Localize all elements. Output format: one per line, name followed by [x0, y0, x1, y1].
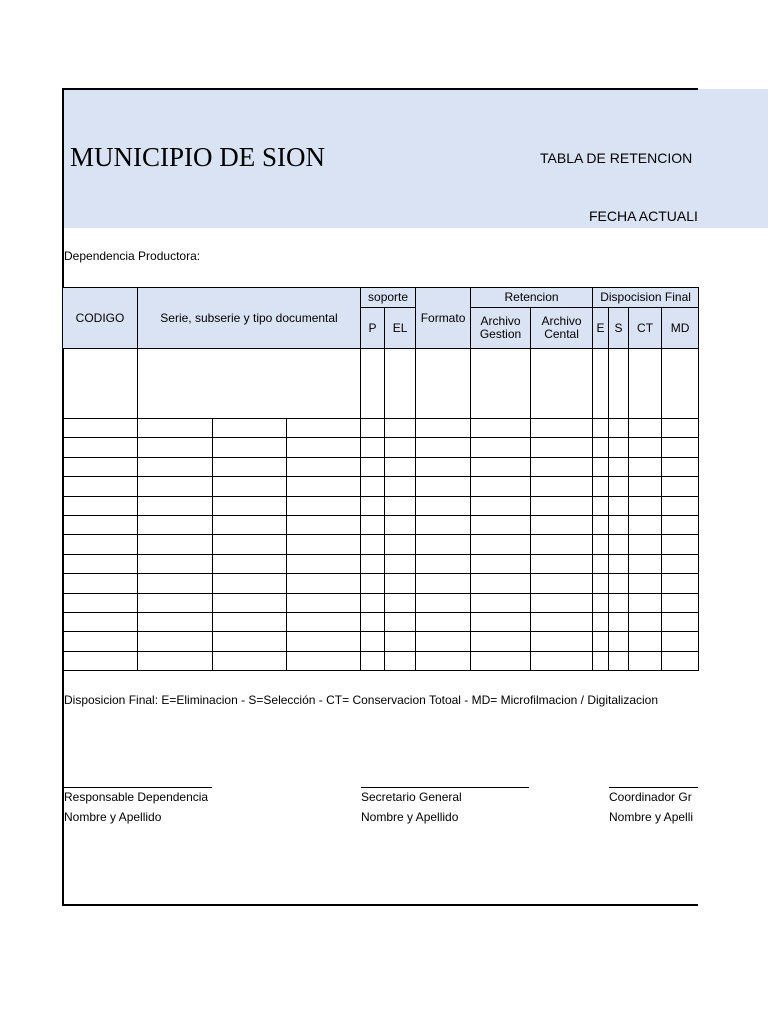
header-s: S — [609, 308, 629, 349]
header-group-retencion: Retencion — [471, 288, 593, 308]
table-cell[interactable] — [213, 477, 287, 496]
table-cell[interactable] — [287, 612, 361, 631]
table-cell[interactable] — [287, 496, 361, 515]
table-cell[interactable] — [471, 554, 531, 573]
table-cell[interactable] — [213, 554, 287, 573]
table-cell[interactable] — [593, 457, 609, 476]
signature-line-2 — [361, 787, 529, 788]
dependencia-label: Dependencia Productora: — [64, 249, 201, 263]
table-row — [63, 457, 699, 476]
header-p: P — [361, 308, 385, 349]
table-cell[interactable] — [63, 477, 138, 496]
table-cell[interactable] — [63, 612, 138, 631]
header-codigo: CODIGO — [63, 288, 138, 349]
table-cell[interactable] — [593, 593, 609, 612]
table-cell[interactable] — [629, 457, 662, 476]
table-cell[interactable] — [138, 632, 213, 651]
table-cell[interactable] — [416, 419, 471, 438]
table-cell[interactable] — [385, 419, 416, 438]
table-cell[interactable] — [63, 515, 138, 534]
header-archivo-central: Archivo Cental — [531, 308, 593, 349]
table-cell[interactable] — [662, 438, 699, 457]
table-cell[interactable] — [593, 477, 609, 496]
table-row — [63, 593, 699, 612]
table-cell[interactable] — [662, 515, 699, 534]
table-row — [63, 496, 699, 515]
table-row — [63, 554, 699, 573]
frame-top-border — [62, 88, 698, 90]
table-cell[interactable] — [662, 574, 699, 593]
table-cell[interactable] — [361, 419, 385, 438]
table-cell[interactable] — [629, 496, 662, 515]
table-cell[interactable] — [531, 651, 593, 670]
table-cell[interactable] — [287, 554, 361, 573]
table-cell[interactable] — [662, 651, 699, 670]
table-cell[interactable] — [416, 632, 471, 651]
table-cell[interactable] — [531, 457, 593, 476]
document-subtitle: TABLA DE RETENCION — [540, 150, 693, 166]
table-row — [63, 651, 699, 670]
table-cell[interactable] — [63, 457, 138, 476]
table-cell[interactable] — [213, 651, 287, 670]
table-cell[interactable] — [662, 535, 699, 554]
table-cell[interactable] — [213, 438, 287, 457]
signature-role-3: Coordinador Gr — [609, 790, 692, 804]
table-cell[interactable] — [531, 632, 593, 651]
table-cell[interactable] — [629, 574, 662, 593]
table-cell[interactable] — [531, 554, 593, 573]
table-cell[interactable] — [471, 419, 531, 438]
table-row — [63, 349, 699, 419]
table-cell[interactable] — [609, 612, 629, 631]
table-cell[interactable] — [609, 574, 629, 593]
table-cell[interactable] — [213, 457, 287, 476]
table-cell[interactable] — [593, 515, 609, 534]
date-label: FECHA ACTUALI — [589, 208, 698, 224]
table-cell[interactable] — [385, 496, 416, 515]
table-cell[interactable] — [416, 477, 471, 496]
signature-role-1: Responsable Dependencia — [64, 790, 209, 804]
table-cell[interactable] — [63, 535, 138, 554]
table-cell[interactable] — [287, 419, 361, 438]
table-cell[interactable] — [629, 612, 662, 631]
table-cell[interactable] — [471, 651, 531, 670]
header-group-disposicion: Dispocision Final — [593, 288, 699, 308]
table-cell[interactable] — [213, 632, 287, 651]
table-cell[interactable] — [416, 651, 471, 670]
table-row — [63, 632, 699, 651]
table-cell[interactable] — [593, 651, 609, 670]
table-cell[interactable] — [662, 554, 699, 573]
table-cell[interactable] — [361, 477, 385, 496]
signature-line-1 — [64, 787, 212, 788]
table-cell[interactable] — [416, 515, 471, 534]
table-cell[interactable] — [609, 496, 629, 515]
table-cell[interactable] — [629, 593, 662, 612]
table-cell[interactable] — [138, 515, 213, 534]
table-cell[interactable] — [138, 419, 213, 438]
header-ct: CT — [629, 308, 662, 349]
table-cell[interactable] — [471, 612, 531, 631]
table-cell[interactable] — [213, 612, 287, 631]
table-cell[interactable] — [138, 593, 213, 612]
signature-name-2: Nombre y Apellido — [361, 810, 459, 824]
table-cell[interactable] — [138, 612, 213, 631]
table-cell[interactable] — [471, 457, 531, 476]
table-cell[interactable] — [385, 612, 416, 631]
table-cell[interactable] — [385, 593, 416, 612]
table-cell[interactable] — [629, 438, 662, 457]
table-cell[interactable] — [662, 632, 699, 651]
table-cell[interactable] — [416, 574, 471, 593]
table-cell[interactable] — [629, 651, 662, 670]
table-cell[interactable] — [471, 477, 531, 496]
table-row — [63, 419, 699, 438]
table-cell[interactable] — [287, 574, 361, 593]
signature-name-1: Nombre y Apellido — [64, 810, 162, 824]
table-cell[interactable] — [138, 574, 213, 593]
table-cell[interactable] — [593, 612, 609, 631]
table-row — [63, 515, 699, 534]
header-el: EL — [385, 308, 416, 349]
table-cell[interactable] — [287, 593, 361, 612]
table-cell[interactable] — [361, 612, 385, 631]
table-cell[interactable] — [609, 419, 629, 438]
table-cell[interactable] — [213, 574, 287, 593]
signature-name-3: Nombre y Apelli — [609, 810, 694, 824]
table-cell[interactable] — [361, 651, 385, 670]
table-cell[interactable] — [416, 554, 471, 573]
table-cell[interactable] — [531, 612, 593, 631]
table-cell[interactable] — [385, 477, 416, 496]
table-row — [63, 438, 699, 457]
table-cell[interactable] — [138, 438, 213, 457]
table-cell[interactable] — [629, 477, 662, 496]
table-cell[interactable] — [361, 438, 385, 457]
table-cell[interactable] — [361, 632, 385, 651]
table-cell[interactable] — [471, 593, 531, 612]
table-cell[interactable] — [63, 419, 138, 438]
retention-table — [62, 287, 699, 671]
page-title: MUNICIPIO DE SION — [70, 142, 325, 172]
table-cell[interactable] — [361, 535, 385, 554]
table-cell[interactable] — [471, 632, 531, 651]
table-cell[interactable] — [361, 515, 385, 534]
signature-role-2: Secretario General — [361, 790, 462, 804]
table-cell[interactable] — [63, 554, 138, 573]
table-cell[interactable] — [531, 515, 593, 534]
table-cell[interactable] — [593, 574, 609, 593]
table-cell[interactable] — [471, 496, 531, 515]
table-cell[interactable] — [416, 593, 471, 612]
table-cell[interactable] — [662, 496, 699, 515]
header-e: E — [593, 308, 609, 349]
table-cell[interactable] — [385, 651, 416, 670]
table-cell[interactable] — [385, 457, 416, 476]
header-group-soporte: soporte — [361, 288, 416, 308]
table-cell[interactable] — [63, 574, 138, 593]
table-cell[interactable] — [609, 477, 629, 496]
table-cell[interactable] — [531, 574, 593, 593]
table-cell[interactable] — [629, 554, 662, 573]
table-cell[interactable] — [213, 515, 287, 534]
table-cell[interactable] — [63, 496, 138, 515]
table-cell[interactable] — [138, 535, 213, 554]
table-row — [63, 612, 699, 631]
table-cell[interactable] — [213, 419, 287, 438]
table-cell[interactable] — [385, 554, 416, 573]
table-cell[interactable] — [593, 535, 609, 554]
table-cell[interactable] — [471, 574, 531, 593]
table-cell[interactable] — [593, 554, 609, 573]
table-cell[interactable] — [416, 457, 471, 476]
table-cell[interactable] — [361, 554, 385, 573]
table-cell[interactable] — [609, 554, 629, 573]
table-cell[interactable] — [63, 438, 138, 457]
table-cell[interactable] — [213, 535, 287, 554]
table-row — [63, 574, 699, 593]
header-formato: Formato — [416, 288, 471, 349]
signature-line-3 — [609, 787, 698, 788]
table-cell[interactable] — [138, 477, 213, 496]
table-cell[interactable] — [385, 632, 416, 651]
table-cell[interactable] — [662, 419, 699, 438]
table-cell[interactable] — [138, 457, 213, 476]
table-cell[interactable] — [287, 477, 361, 496]
table-cell[interactable] — [609, 535, 629, 554]
table-cell[interactable] — [63, 632, 138, 651]
table-cell[interactable] — [531, 496, 593, 515]
table-row — [63, 477, 699, 496]
table-cell[interactable] — [361, 593, 385, 612]
table-cell[interactable] — [531, 438, 593, 457]
header-serie: Serie, subserie y tipo documental — [138, 288, 361, 349]
table-cell[interactable] — [531, 535, 593, 554]
table-cell[interactable] — [385, 535, 416, 554]
table-body — [63, 419, 699, 671]
table-cell[interactable] — [138, 554, 213, 573]
table-cell[interactable] — [609, 438, 629, 457]
table-cell[interactable] — [593, 438, 609, 457]
table-cell[interactable] — [385, 574, 416, 593]
table-cell[interactable] — [593, 496, 609, 515]
header-archivo-gestion: Archivo Gestion — [471, 308, 531, 349]
table-cell[interactable] — [629, 535, 662, 554]
table-cell[interactable] — [287, 457, 361, 476]
table-cell[interactable] — [662, 593, 699, 612]
table-cell[interactable] — [629, 632, 662, 651]
table-cell[interactable] — [531, 419, 593, 438]
frame-bottom-border — [62, 904, 698, 906]
table-cell[interactable] — [213, 496, 287, 515]
header-md: MD — [662, 308, 699, 349]
table-cell[interactable] — [63, 593, 138, 612]
table-cell[interactable] — [593, 419, 609, 438]
table-cell[interactable] — [361, 496, 385, 515]
table-cell[interactable] — [361, 457, 385, 476]
table-cell[interactable] — [609, 632, 629, 651]
table-cell[interactable] — [471, 515, 531, 534]
table-cell[interactable] — [385, 438, 416, 457]
table-cell[interactable] — [531, 593, 593, 612]
table-cell[interactable] — [531, 477, 593, 496]
legend-text: Disposicion Final: E=Eliminacion - S=Selección - CT= Conservacion Totoal - MD= Microfilmacion / Digitalizacion — [64, 693, 659, 707]
table-cell[interactable] — [609, 457, 629, 476]
table-cell[interactable] — [63, 651, 138, 670]
table-cell[interactable] — [138, 496, 213, 515]
table-cell[interactable] — [593, 632, 609, 651]
table-cell[interactable] — [287, 515, 361, 534]
table-cell[interactable] — [287, 632, 361, 651]
table-cell[interactable] — [287, 535, 361, 554]
table-cell[interactable] — [416, 438, 471, 457]
table-cell[interactable] — [471, 535, 531, 554]
table-cell[interactable] — [287, 651, 361, 670]
table-cell[interactable] — [662, 457, 699, 476]
table-cell[interactable] — [385, 515, 416, 534]
table-cell[interactable] — [416, 535, 471, 554]
table-cell[interactable] — [471, 438, 531, 457]
table-cell[interactable] — [629, 419, 662, 438]
table-cell[interactable] — [138, 651, 213, 670]
table-cell[interactable] — [287, 438, 361, 457]
table-cell[interactable] — [629, 515, 662, 534]
table-cell[interactable] — [609, 515, 629, 534]
table-cell[interactable] — [213, 593, 287, 612]
table-cell[interactable] — [662, 612, 699, 631]
table-cell[interactable] — [609, 651, 629, 670]
table-row — [63, 535, 699, 554]
table-cell[interactable] — [609, 593, 629, 612]
table-cell[interactable] — [416, 496, 471, 515]
table-cell[interactable] — [416, 612, 471, 631]
table-cell[interactable] — [361, 574, 385, 593]
table-cell[interactable] — [662, 477, 699, 496]
